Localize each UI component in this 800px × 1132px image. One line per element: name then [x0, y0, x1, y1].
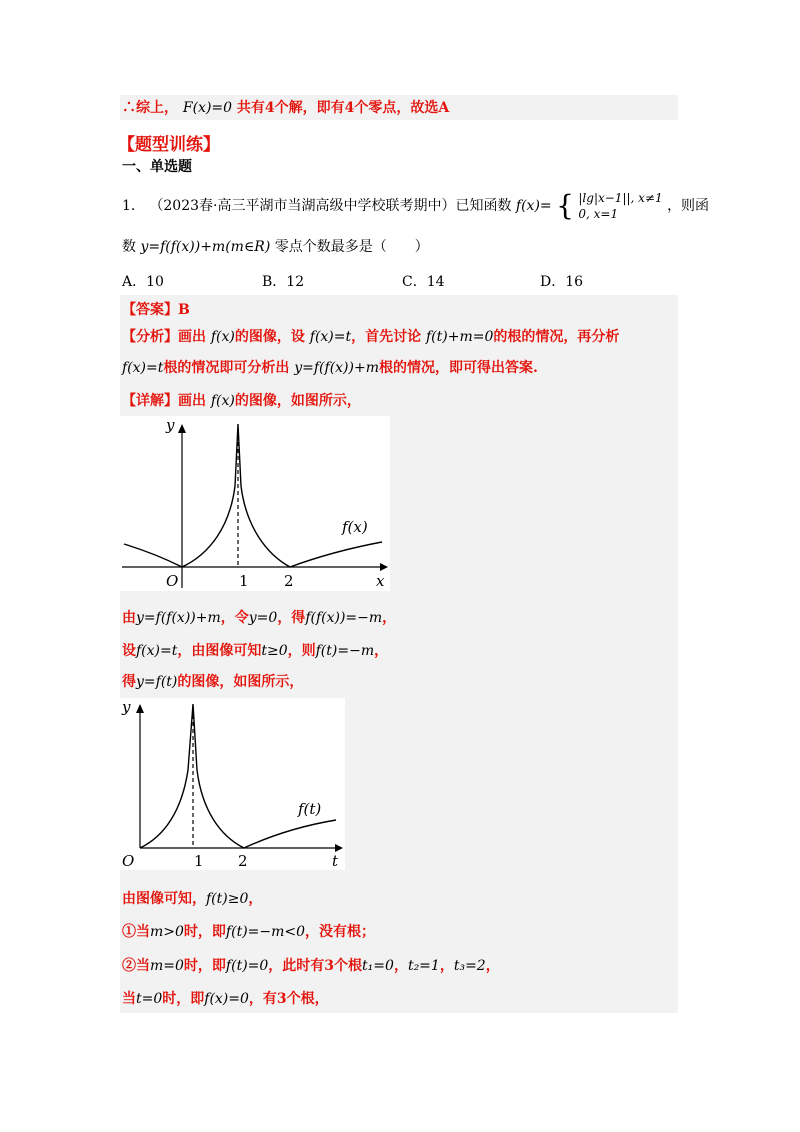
question-tail: ，则函	[667, 198, 710, 214]
analysis-line-1	[122, 327, 619, 347]
detail-line	[122, 391, 361, 411]
step-5	[122, 922, 375, 942]
section-title: 【题型训练】	[118, 135, 220, 155]
step-text: ，由图像可知	[177, 643, 262, 659]
conclusion-prefix: ∴综上，	[122, 100, 178, 116]
piecewise-brace: {	[556, 189, 574, 222]
step-math: f(t)=−m	[315, 643, 375, 659]
answer-tag: 【答案】	[122, 302, 178, 318]
step-text: 当	[122, 991, 136, 1007]
question-number: 1．	[122, 198, 145, 214]
step-text: ，	[382, 610, 397, 626]
piece-1: |lg|x−1||, x≠1	[578, 191, 663, 205]
step-math: y=f(t)	[136, 674, 178, 690]
analysis-math: f(t)+m=0	[426, 329, 494, 345]
detail-text: 的图像，如图所示，	[234, 393, 361, 409]
x-axis-arrow	[380, 563, 388, 571]
step-text: 时，即	[162, 991, 205, 1007]
step-text: 时，即	[183, 958, 226, 974]
step-text: ，没有根；	[305, 924, 376, 940]
analysis-math: y=f(f(x))+m	[294, 360, 379, 376]
step-text: ，	[393, 958, 408, 974]
piece-2: 0, x=1	[578, 207, 619, 221]
analysis-text: 的图像，设	[234, 329, 305, 345]
question-source: （2023春·高三平湖市当湖高级中学校联考期中）已知函数	[149, 198, 512, 214]
analysis-math: f(x)	[210, 329, 235, 345]
step-math: t₂=1	[407, 958, 440, 974]
line2-prefix: 数	[122, 239, 136, 255]
question-line-1	[122, 190, 709, 222]
x-axis-label: x	[376, 572, 385, 590]
step-math: t≥0	[261, 643, 288, 659]
step-6	[122, 956, 500, 976]
curve-label: f(x)	[342, 518, 368, 536]
step-text: ，有3个根，	[248, 991, 329, 1007]
step-7	[122, 989, 329, 1009]
step-text: 由图像可知，	[122, 891, 206, 907]
step-math: f(t)=0	[225, 958, 269, 974]
origin-label: O	[166, 572, 179, 590]
graph-ft-axes	[140, 708, 341, 848]
analysis-text: 根的情况即可分析出	[163, 360, 290, 376]
line2-suffix: 零点个数最多是（ ）	[274, 239, 429, 255]
step-text: 得	[122, 674, 136, 690]
tick-label-1: 1	[239, 572, 249, 590]
step-text: ，得	[277, 610, 306, 626]
analysis-math: f(x)=t	[122, 360, 164, 376]
analysis-text: 画出	[178, 329, 206, 345]
curve-ft	[140, 704, 336, 848]
answer-line	[122, 300, 190, 320]
step-text: 时，即	[183, 924, 226, 940]
step-text: ，则	[287, 643, 316, 659]
step-math: f(x)=0	[204, 991, 249, 1007]
step-text: ①当	[122, 924, 150, 940]
step-math: t₃=2	[453, 958, 486, 974]
conclusion-line	[122, 98, 449, 118]
tick-label-2: 2	[284, 572, 294, 590]
option-a: A．10	[122, 274, 164, 290]
analysis-math: f(x)=t	[309, 329, 352, 345]
step-math: m=0	[150, 958, 184, 974]
step-text: ②当	[122, 958, 150, 974]
step-text: ，	[374, 643, 389, 659]
t-axis-arrow	[335, 844, 343, 852]
option-b: B．12	[262, 274, 305, 290]
question-line-2	[122, 237, 429, 257]
step-text: 的图像，如图所示，	[177, 674, 304, 690]
step-math: f(f(x))=−m	[305, 610, 383, 626]
step-math: f(t)≥0	[206, 891, 249, 907]
graph-fx	[120, 416, 390, 591]
step-4	[122, 889, 262, 909]
step-math: y=0	[248, 610, 278, 626]
line2-math: y=f(f(x))+m(m∈R)	[140, 239, 271, 255]
step-math: t₁=0	[362, 958, 394, 974]
subsection-title: 一、单选题	[122, 159, 192, 175]
step-1	[122, 608, 396, 628]
graph-ft	[120, 698, 345, 870]
step-text: 由	[122, 610, 136, 626]
step-text: ，	[439, 958, 454, 974]
step-math: f(x)=t	[136, 643, 178, 659]
t-axis-label: t	[332, 852, 339, 870]
analysis-tag: 【分析】	[122, 329, 178, 345]
step-2	[122, 641, 388, 661]
detail-text: 画出	[178, 393, 206, 409]
analysis-text: 根的情况，即可得出答案.	[379, 360, 538, 376]
analysis-text: ，首先讨论	[351, 329, 422, 345]
y-axis-arrow-2	[136, 704, 144, 713]
step-text: ，	[485, 958, 500, 974]
conclusion-suffix: 共有4个解，即有4个零点，故选A	[236, 100, 450, 116]
detail-tag: 【详解】	[122, 393, 178, 409]
step-3	[122, 672, 303, 692]
answer-value: B	[178, 302, 190, 318]
tick-label-t2: 2	[238, 852, 248, 870]
tick-label-t1: 1	[194, 852, 204, 870]
option-d: D．16	[540, 274, 584, 290]
option-c: C．14	[402, 274, 445, 290]
step-text: ，	[248, 891, 263, 907]
y-axis-arrow	[178, 424, 186, 433]
step-text: 设	[122, 643, 136, 659]
graph-fx-axes	[122, 428, 386, 588]
piecewise-cases	[578, 190, 662, 222]
origin-label-2: O	[122, 852, 135, 870]
step-text: ，令	[220, 610, 249, 626]
step-math: y=f(f(x))+m	[136, 610, 221, 626]
curve-fx	[124, 424, 382, 567]
step-text: ，此时有3个根	[268, 958, 363, 974]
conclusion-math: F(x)=0	[182, 100, 233, 116]
y-axis-label-2: y	[122, 698, 131, 716]
curve-label-2: f(t)	[298, 800, 322, 818]
analysis-line-2	[122, 358, 538, 378]
step-math: m>0	[150, 924, 184, 940]
detail-math: f(x)	[210, 393, 235, 409]
step-math: f(t)=−m<0	[225, 924, 306, 940]
y-axis-label: y	[166, 416, 175, 434]
analysis-text: 的根的情况，再分析	[493, 329, 620, 345]
step-math: t=0	[136, 991, 163, 1007]
function-def: f(x)=	[515, 198, 552, 214]
